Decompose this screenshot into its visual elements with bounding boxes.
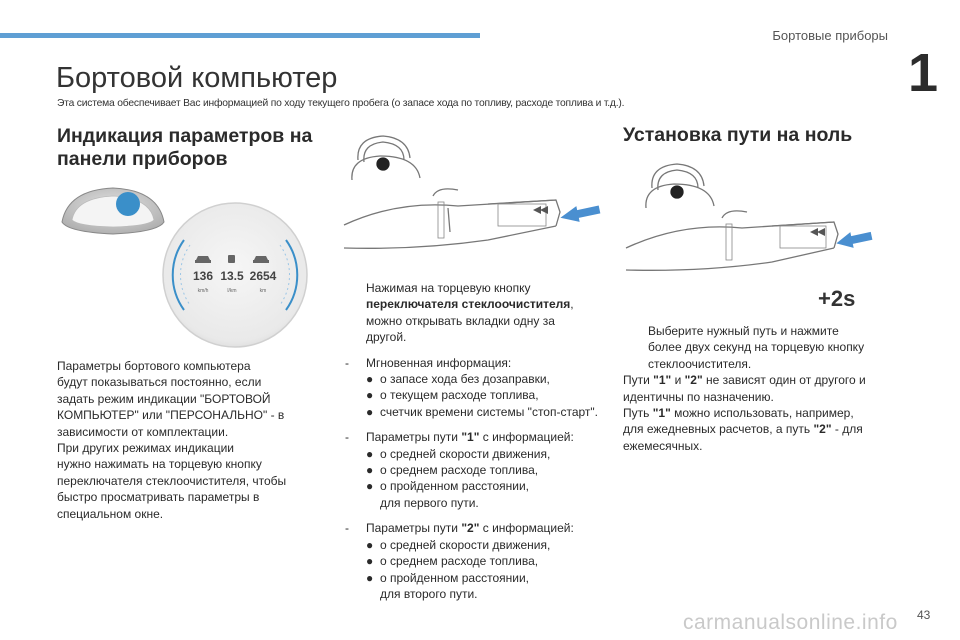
display-heading-line1: Индикация параметров на <box>57 125 313 147</box>
press-text: Нажимая на торцевую кнопку <box>366 281 531 295</box>
dial-illustration <box>160 200 310 350</box>
item-text: о текущем расходе топлива, <box>380 388 539 403</box>
press-arrow-icon <box>835 228 874 251</box>
stalk-instructions <box>345 280 615 602</box>
list-item <box>366 371 615 387</box>
trip1-group <box>345 429 615 511</box>
trip-number: "1" <box>652 406 671 421</box>
wiper-stalk-illustration <box>338 130 608 265</box>
cluster-thumbnail-illustration <box>58 178 168 238</box>
list-item <box>366 537 615 553</box>
item-tail: для второго пути. <box>380 586 478 601</box>
display-value-3: 2654 <box>249 269 277 283</box>
dot-mark: ● <box>366 446 374 461</box>
item-text: о пройденном расстоянии, <box>380 479 529 494</box>
group-title-suffix: с информацией: <box>479 521 574 536</box>
page-number: 43 <box>917 608 931 622</box>
display-heading <box>57 125 312 171</box>
page-subtitle: Эта система обеспечивает Вас информацией по ходу текущего пробега (о запасе хода по топливу, расходе топлива и т.д.). <box>57 98 625 109</box>
display-heading-line2: панели приборов <box>57 148 228 170</box>
trip-number: "1" <box>653 373 672 388</box>
press-text: другой. <box>366 330 407 345</box>
paragraph-line: специальном окне. <box>57 506 164 521</box>
list-item <box>366 462 615 478</box>
list-item <box>366 570 615 603</box>
trip-number: "2" <box>461 521 480 536</box>
text-run: и <box>671 373 685 388</box>
dash-mark: - <box>345 430 349 445</box>
stalk-end-button-icon <box>533 206 541 214</box>
item-text: о пройденном расстоянии, <box>380 570 529 585</box>
select-text: Выберите нужный путь и нажмите <box>648 324 839 338</box>
instant-info-group <box>345 355 615 421</box>
reset-instructions <box>623 323 885 454</box>
list-item <box>366 446 615 462</box>
text-run: идентичны по назначению. <box>623 389 774 404</box>
paragraph-line: При других режимах индикации <box>57 441 234 456</box>
thumbnail-dial-highlight <box>116 192 140 216</box>
display-unit-3: km <box>259 288 267 294</box>
dot-mark: ● <box>366 554 374 569</box>
trips-usage-text <box>623 405 885 454</box>
dash-mark: - <box>345 355 349 370</box>
fuel-icon <box>228 255 235 263</box>
dot-mark: ● <box>366 463 374 478</box>
list-item <box>366 553 615 569</box>
press-instruction <box>345 280 615 346</box>
display-value-1: 136 <box>192 269 214 283</box>
dot-mark: ● <box>366 570 374 585</box>
trip2-group <box>345 520 615 602</box>
paragraph-line: Параметры бортового компьютера <box>57 359 251 373</box>
item-text: о средней скорости движения, <box>380 537 551 552</box>
text-run: не зависят один от другого и <box>702 373 866 388</box>
press-bold-text: переключателя стеклоочистителя <box>366 297 571 312</box>
text-run: Путь <box>623 406 653 421</box>
trip-number: "1" <box>461 430 480 445</box>
item-text: о запасе хода без дозаправки, <box>380 372 550 387</box>
press-comma: , <box>570 297 574 312</box>
paragraph-line: КОМПЬЮТЕР" или "ПЕРСОНАЛЬНО" - в <box>57 408 285 423</box>
select-text: более двух секунд на торцевую кнопку <box>648 340 865 355</box>
dot-mark: ● <box>366 388 374 403</box>
dot-mark: ● <box>366 537 374 552</box>
paragraph-line: быстро просматривать параметры в <box>57 490 260 505</box>
press-text: можно открывать вкладки одну за <box>366 313 555 328</box>
select-text: стеклоочистителя. <box>648 356 752 371</box>
dot-mark: ● <box>366 404 374 419</box>
dot-mark: ● <box>366 372 374 387</box>
text-run: можно использовать, например, <box>670 406 854 421</box>
page-title: Бортовой компьютер <box>56 62 338 94</box>
section-title: Бортовые приборы <box>772 28 888 43</box>
display-unit-2: l/km <box>227 288 237 294</box>
list-item <box>366 387 615 403</box>
trip-number: "2" <box>684 373 703 388</box>
chapter-number: 1 <box>908 43 939 103</box>
hold-duration-badge: +2s <box>818 286 856 311</box>
watermark: carmanualsonline.info <box>683 611 898 634</box>
item-text: о средней скорости движения, <box>380 446 551 461</box>
trip-number: "2" <box>813 422 832 437</box>
display-value-2: 13.5 <box>220 269 244 283</box>
text-run: - для <box>831 422 863 437</box>
display-unit-1: km/h <box>197 288 209 294</box>
display-paragraph <box>57 358 307 522</box>
press-arrow-icon <box>559 202 601 226</box>
wiper-stalk-reset-illustration <box>622 160 882 315</box>
text-run: для ежедневных расчетов, а путь <box>623 422 814 437</box>
paragraph-line: будут показываться постоянно, если <box>57 375 262 390</box>
paragraph-line: нужно нажимать на торцевую кнопку <box>57 457 262 472</box>
paragraph-line: зависимости от комплектации. <box>57 424 229 439</box>
reset-heading: Установка пути на ноль <box>623 124 853 146</box>
group-title: Параметры пути <box>366 521 462 536</box>
paragraph-line: переключателя стеклоочистителя, чтобы <box>57 473 287 488</box>
paragraph-line: задать режим индикации "БОРТОВОЙ <box>57 391 271 406</box>
group-title-suffix: с информацией: <box>479 430 574 445</box>
stalk-end-button-icon <box>810 228 818 236</box>
item-text: о среднем расходе топлива, <box>380 554 539 569</box>
dot-mark: ● <box>366 479 374 494</box>
select-instruction <box>623 323 885 372</box>
text-run: ежемесячных. <box>623 438 703 453</box>
group-title: Параметры пути <box>366 430 462 445</box>
header-accent-bar <box>0 33 480 38</box>
dash-mark: - <box>345 521 349 536</box>
item-tail: для первого пути. <box>380 495 479 510</box>
item-text: счетчик времени системы "стоп-старт". <box>380 404 599 419</box>
group-title: Мгновенная информация: <box>366 355 512 370</box>
trips-independent-text <box>623 372 885 405</box>
item-text: о среднем расходе топлива, <box>380 463 539 478</box>
text-run: Пути <box>623 373 654 388</box>
list-item <box>366 478 615 511</box>
list-item <box>366 404 615 420</box>
